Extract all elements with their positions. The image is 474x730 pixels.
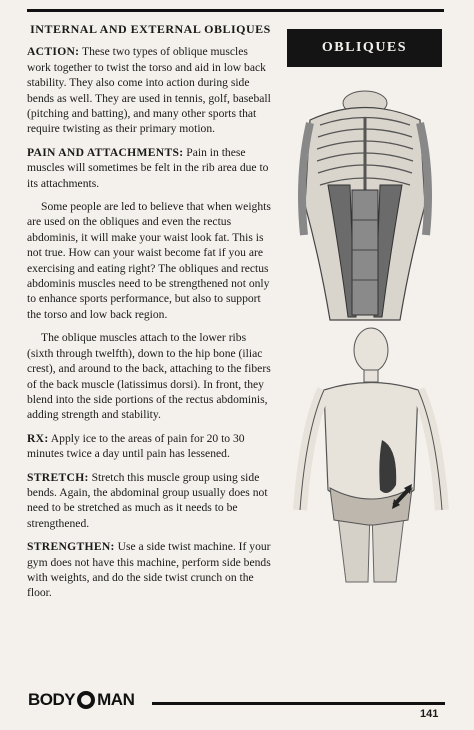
lead-stretch: STRETCH: xyxy=(27,470,89,484)
page-title: INTERNAL AND EXTERNAL OBLIQUES xyxy=(30,22,271,36)
lead-rx: RX: xyxy=(27,431,49,445)
logo-text-right: MAN xyxy=(97,690,135,709)
paragraph-attachments: The oblique muscles attach to the lower ribs (sixth through twelfth), down to the hip bone (iliac crest), and around to the back, attaching to the fibers of the back muscle (latissimus dorsi). In front, they blend into the side portions of the rectus abdominis, adding strength and stability. xyxy=(27,331,271,422)
lead-action: ACTION: xyxy=(27,45,80,59)
paragraph-stretch xyxy=(27,470,274,532)
paragraph-pain xyxy=(27,145,274,191)
paragraph-action xyxy=(27,44,274,136)
text-stretch: Stretch this muscle group using side bends. Again, the abdominal group usually does not need to be stretched as much as it needs to be strengthened. xyxy=(27,470,268,530)
anatomy-body-illustration xyxy=(286,320,456,585)
paragraph-strengthen xyxy=(27,539,274,601)
anatomy-torso-illustration xyxy=(290,85,440,335)
bottom-rule xyxy=(152,702,445,705)
text-action: These two types of oblique muscles work together to twist the torso and aid in low back stability. They also come into action during side bends as well. They are used in tennis, golf, baseball (pitching and batting), and many other sports that require twisting as their primary motion. xyxy=(27,45,271,136)
paragraph-weights: Some people are led to believe that when weights are used on the obliques and even the rectus abdominis, it will make your waist look fat. This is not true. How can your waist become fat if you are exercising and eating right? The obliques and rectus abdominis muscles need to be strengthened not only to enhance sports performance, but also to support the torso and low back region. xyxy=(27,200,271,321)
logo-ring-icon xyxy=(77,691,95,709)
page-number: 141 xyxy=(420,708,439,720)
paragraph-rx xyxy=(27,431,274,462)
article-column xyxy=(27,22,274,609)
top-rule xyxy=(27,9,444,12)
lead-pain: PAIN AND ATTACHMENTS: xyxy=(27,145,184,159)
body-man-logo xyxy=(28,689,148,711)
section-tab: OBLIQUES xyxy=(287,29,442,67)
lead-strengthen: STRENGTHEN: xyxy=(27,540,115,554)
logo-text-left: BODY xyxy=(28,690,76,709)
text-strengthen: Use a side twist machine. If your gym does not have this machine, perform side bends with weights, and do the side twist crunch on the floor. xyxy=(27,540,271,600)
text-pain: Pain in these muscles will sometimes be felt in the rib area due to its attachments. xyxy=(27,145,269,190)
text-rx: Apply ice to the areas of pain for 20 to 30 minutes twice a day until pain has lessened. xyxy=(27,431,245,461)
